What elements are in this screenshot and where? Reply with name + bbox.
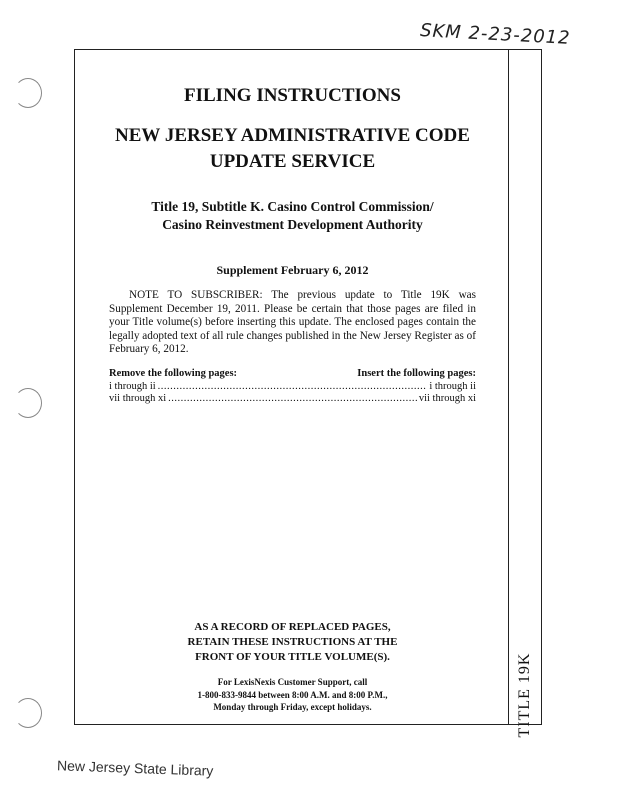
punch-hole-bottom (14, 698, 42, 728)
pages-table-header (109, 368, 476, 381)
record-line-3: FRONT OF YOUR TITLE VOLUME(S). (195, 651, 390, 663)
handwritten-note: SKM 2-23-2012 (419, 20, 572, 49)
insert-pages-header: Insert the following pages: (357, 368, 476, 379)
support-line-3: Monday through Friday, except holidays. (213, 702, 372, 712)
record-line-1: AS A RECORD OF REPLACED PAGES, (194, 621, 391, 633)
support-line-1: For LexisNexis Customer Support, call (217, 677, 368, 687)
support-line-2: 1-800-833-9844 between 8:00 A.M. and 8:00 P.M., (197, 689, 388, 700)
remove-pages-value: vii through xi (109, 393, 167, 404)
customer-support-info (75, 676, 510, 714)
library-stamp: New Jersey State Library (56, 757, 214, 779)
subtitle-line-1: Title 19, Subtitle K. Casino Control Commission/ (151, 199, 434, 214)
page-title: FILING INSTRUCTIONS (184, 85, 401, 106)
pages-table (109, 368, 476, 406)
spine-tab (508, 50, 541, 738)
remove-pages-value: i through ii (109, 380, 156, 392)
code-title-line-1: NEW JERSEY ADMINISTRATIVE CODE (115, 125, 470, 146)
subtitle (75, 198, 510, 234)
remove-pages-header: Remove the following pages: (109, 368, 238, 379)
pages-row (109, 381, 476, 394)
supplement-date: Supplement February 6, 2012 (216, 263, 369, 277)
code-title-line-2: UPDATE SERVICE (209, 151, 376, 172)
code-title (75, 123, 510, 175)
dot-leader (158, 381, 428, 394)
punch-hole-middle (14, 388, 42, 418)
record-instructions (75, 620, 510, 665)
pages-row (109, 393, 476, 406)
instructions-content (75, 50, 510, 724)
punch-hole-top (14, 78, 42, 108)
insert-pages-value: vii through xi (418, 393, 476, 404)
insert-pages-value: i through ii (429, 380, 476, 392)
subtitle-line-2: Casino Reinvestment Development Authority (162, 217, 423, 232)
subscriber-note: NOTE TO SUBSCRIBER: The previous update to Title 19K was Supplement December 19, 2011. Please be certain that those pages are filed in your Title volume(s) before inserting this update. The enclosed pages contain the legally adopted text of all rule changes published in the New Jersey Register as of February 6, 2012. (109, 289, 476, 355)
document-frame (74, 49, 542, 738)
spine-label: TITLE 19K (516, 652, 533, 738)
record-line-2: RETAIN THESE INSTRUCTIONS AT THE (187, 636, 398, 648)
dot-leader (168, 393, 417, 406)
